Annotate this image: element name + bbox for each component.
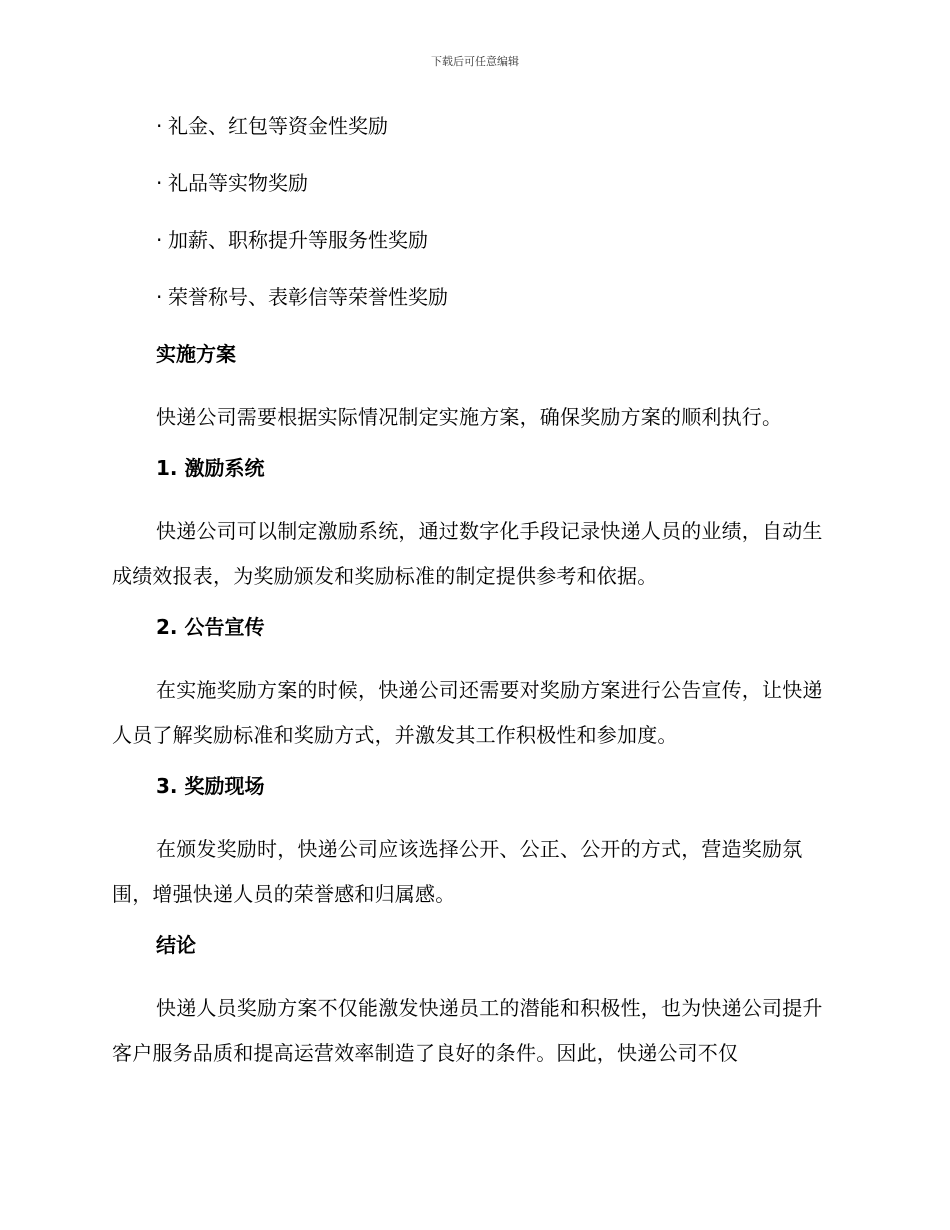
bullet-item: [156, 281, 832, 313]
paragraph-incentive-system: 快递公司可以制定激励系统，通过数字化手段记录快递人员的业绩，自动生成绩效报表，为奖励颁发和奖励标准的制定提供参考和依据。: [112, 519, 823, 588]
paragraph-announcement: 在实施奖励方案的时候，快递公司还需要对奖励方案进行公告宣传，让快递人员了解奖励标准和奖励方式，并激发其工作积极性和参加度。: [112, 678, 823, 747]
document-body: [112, 110, 832, 1088]
section-heading-implementation: 实施方案: [156, 342, 236, 366]
bullet-text: 荣誉称号、表彰信等荣誉性奖励: [168, 285, 448, 309]
section-heading-announcement: 2. 公告宣传: [156, 615, 265, 639]
bullet-text: 加薪、职称提升等服务性奖励: [168, 228, 428, 252]
section-heading-award-ceremony: 3. 奖励现场: [156, 774, 265, 798]
bullet-item: [156, 110, 832, 142]
bullet-dot: ·: [156, 285, 163, 309]
paragraph-implementation-intro: 快递公司需要根据实际情况制定实施方案，确保奖励方案的顺利执行。: [156, 405, 783, 429]
paragraph-conclusion: 快递人员奖励方案不仅能激发快递员工的潜能和积极性，也为快递公司提升客户服务品质和提高运营效率制造了良好的条件。因此，快递公司不仅: [112, 996, 823, 1065]
bullet-dot: ·: [156, 114, 163, 138]
bullet-text: 礼品等实物奖励: [168, 171, 308, 195]
header-note: 下载后可任意编辑: [431, 55, 519, 68]
section-heading-conclusion: 结论: [156, 933, 196, 957]
bullet-dot: ·: [156, 228, 163, 252]
section-heading-incentive-system: 1. 激励系统: [156, 456, 265, 480]
paragraph-award-ceremony: 在颁发奖励时，快递公司应该选择公开、公正、公开的方式，营造奖励氛围，增强快递人员的荣誉感和归属感。: [112, 837, 803, 906]
bullet-item: [156, 167, 832, 199]
bullet-dot: ·: [156, 171, 163, 195]
bullet-item: [156, 224, 832, 256]
bullet-text: 礼金、红包等资金性奖励: [168, 114, 388, 138]
